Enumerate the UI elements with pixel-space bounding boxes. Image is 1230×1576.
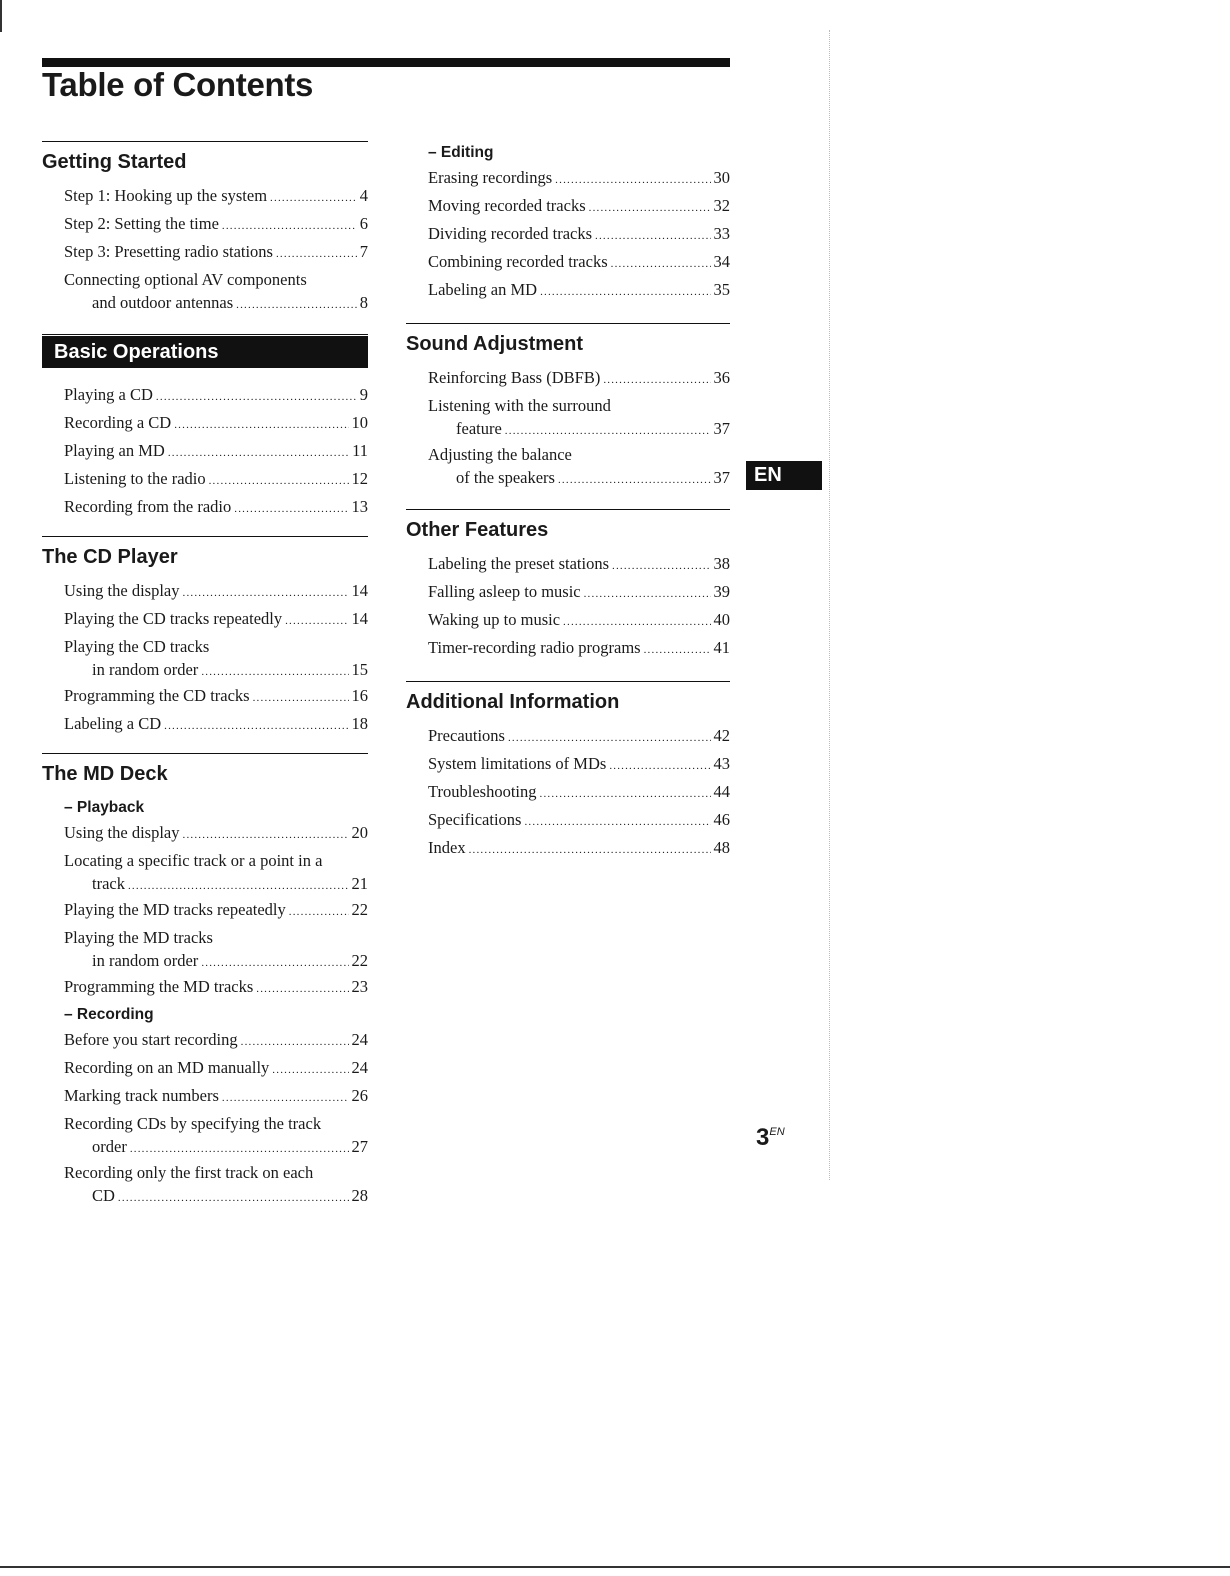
dot-leader (285, 609, 348, 634)
dot-leader (156, 385, 357, 410)
section-heading: Additional Information (406, 691, 620, 713)
toc-page-number: 46 (713, 810, 730, 829)
toc-section-the-cd-player (42, 536, 368, 739)
toc-entry[interactable] (64, 466, 368, 494)
dot-leader (563, 610, 710, 635)
dot-leader (609, 754, 710, 779)
toc-page-number: 23 (351, 977, 368, 996)
section-entries (406, 551, 730, 663)
toc-entry-label: Step 1: Hooking up the system (64, 186, 268, 205)
toc-section-getting-started (42, 141, 368, 316)
toc-entry-label-cont: order (92, 1137, 127, 1156)
section-entries (406, 140, 730, 305)
toc-section-additional-information (406, 681, 730, 863)
toc-entry-row (428, 579, 730, 607)
dot-leader (612, 554, 711, 579)
toc-entry-label: Connecting optional AV components (64, 270, 307, 289)
toc-entry-label: Recording on an MD manually (64, 1058, 270, 1077)
toc-entry-label: Programming the MD tracks (64, 977, 254, 996)
toc-entry-label-cont: track (92, 874, 125, 893)
section-heading: Other Features (406, 519, 549, 541)
subsection-heading: – Playback (64, 799, 145, 816)
dot-leader (118, 1187, 349, 1209)
toc-entry-label-cont: in random order (92, 951, 199, 970)
section-heading: Basic Operations (42, 336, 368, 368)
section-rule (406, 509, 730, 510)
toc-section-basic-operations (42, 334, 368, 522)
toc-entry-row (64, 1055, 368, 1083)
toc-entry-row (64, 292, 368, 316)
toc-entry[interactable] (428, 723, 730, 751)
toc-page-number: 22 (351, 900, 368, 919)
toc-entry-row (428, 221, 730, 249)
toc-page-number: 43 (713, 754, 730, 773)
toc-entry[interactable] (428, 835, 730, 863)
toc-entry[interactable] (428, 221, 730, 249)
toc-entry-row (64, 711, 368, 739)
dot-leader (222, 214, 357, 239)
section-rule (406, 681, 730, 682)
toc-entry-row (428, 551, 730, 579)
toc-entry[interactable] (64, 382, 368, 410)
toc-entry-label: Troubleshooting (428, 782, 537, 801)
toc-page-number: 6 (359, 214, 368, 233)
toc-entry-label: Step 3: Presetting radio stations (64, 242, 273, 261)
toc-entry-label: Erasing recordings (428, 168, 553, 187)
dot-leader (209, 469, 349, 494)
toc-entry-row (64, 382, 368, 410)
toc-page-number: 48 (713, 838, 730, 857)
toc-entry-row (64, 1027, 368, 1055)
section-entries (406, 723, 730, 863)
toc-entry-label: Listening to the radio (64, 469, 206, 488)
toc-page-number: 36 (713, 368, 730, 387)
dot-leader (234, 497, 348, 522)
toc-entry[interactable] (64, 267, 368, 316)
toc-page-number: 9 (359, 385, 368, 404)
dot-leader (128, 875, 349, 897)
toc-entry-row (64, 820, 368, 848)
toc-page-number: 10 (351, 413, 368, 432)
toc-entry-row (428, 607, 730, 635)
toc-entry-row (428, 467, 730, 491)
subsection-heading: – Editing (428, 144, 494, 161)
toc-entry[interactable] (64, 634, 368, 683)
toc-entry-row (428, 635, 730, 663)
toc-page-number: 37 (713, 468, 730, 487)
toc-entry-row (64, 1185, 368, 1209)
toc-entry-label: Playing the MD tracks (64, 928, 213, 947)
toc-entry[interactable] (64, 211, 368, 239)
toc-page-number: 22 (351, 951, 368, 970)
dot-leader (595, 224, 710, 249)
toc-entry-label: Timer-recording radio programs (428, 638, 641, 657)
toc-entry[interactable] (428, 607, 730, 635)
toc-entry[interactable] (428, 635, 730, 663)
toc-entry[interactable] (428, 807, 730, 835)
toc-entry-row (64, 683, 368, 711)
toc-page-number: 7 (359, 242, 368, 261)
toc-entry[interactable] (428, 442, 730, 491)
section-rule (406, 323, 730, 324)
toc-entry-label: Step 2: Setting the time (64, 214, 219, 233)
dot-leader (270, 186, 357, 211)
dot-leader (256, 977, 348, 1002)
dot-leader (584, 582, 711, 607)
toc-entry[interactable] (64, 820, 368, 848)
toc-entry-row (428, 723, 730, 751)
toc-page-number: 8 (359, 293, 368, 312)
toc-entry[interactable] (428, 365, 730, 393)
page-number-suffix: EN (769, 1126, 785, 1138)
toc-page-number: 18 (351, 714, 368, 733)
dot-leader (540, 280, 710, 305)
toc-page-number: 12 (351, 469, 368, 488)
dot-leader (644, 638, 711, 663)
toc-entry-label: Recording a CD (64, 413, 172, 432)
toc-entry-row (64, 1136, 368, 1160)
toc-entry[interactable] (64, 438, 368, 466)
toc-entry-row (64, 410, 368, 438)
dot-leader (289, 900, 349, 925)
toc-entry[interactable] (428, 751, 730, 779)
toc-entry-row (428, 418, 730, 442)
toc-entry-label: Moving recorded tracks (428, 196, 586, 215)
toc-entry-label-cont: and outdoor antennas (92, 293, 234, 312)
toc-page-number: 24 (351, 1030, 368, 1049)
toc-page-number: 16 (351, 686, 368, 705)
toc-entry[interactable] (428, 579, 730, 607)
toc-entry-label: Recording CDs by specifying the track (64, 1114, 322, 1133)
dot-leader (164, 714, 348, 739)
toc-entry-label: Recording from the radio (64, 497, 232, 516)
dot-leader (174, 413, 348, 438)
section-heading: The MD Deck (42, 763, 168, 785)
toc-page-number: 40 (713, 610, 730, 629)
dot-leader (253, 686, 349, 711)
toc-page-number: 34 (713, 252, 730, 271)
dot-leader (201, 952, 348, 974)
toc-entry-label: Marking track numbers (64, 1086, 219, 1105)
toc-entry-label: Locating a specific track or a point in a (64, 851, 323, 870)
dot-leader (183, 581, 349, 606)
toc-page-number: 44 (713, 782, 730, 801)
toc-entry[interactable] (64, 494, 368, 522)
dot-leader (272, 1058, 348, 1083)
toc-entry-row (64, 873, 368, 897)
dot-leader (558, 469, 711, 491)
dot-leader (469, 838, 711, 863)
toc-entry[interactable] (64, 183, 368, 211)
toc-entry-label: Precautions (428, 726, 505, 745)
toc-entry-label: Index (428, 838, 466, 857)
toc-entry-label: Labeling the preset stations (428, 554, 609, 573)
toc-entry-row (64, 659, 368, 683)
dot-leader (276, 242, 357, 267)
toc-page-number: 20 (351, 823, 368, 842)
toc-entry[interactable] (428, 165, 730, 193)
toc-entry[interactable] (428, 193, 730, 221)
toc-entry[interactable] (428, 551, 730, 579)
toc-left-column (42, 141, 368, 1223)
subsection-heading: – Recording (64, 1006, 154, 1023)
toc-page-number: 27 (351, 1137, 368, 1156)
toc-page-number: 38 (713, 554, 730, 573)
toc-page-number: 4 (359, 186, 368, 205)
toc-page-number: 15 (351, 660, 368, 679)
section-entries (42, 382, 368, 522)
language-tab: EN (746, 461, 822, 490)
dot-leader (540, 782, 711, 807)
toc-entry-row (428, 807, 730, 835)
toc-entry[interactable] (64, 606, 368, 634)
toc-section-sound-adjustment (406, 323, 730, 491)
toc-entry-label: Playing the MD tracks repeatedly (64, 900, 286, 919)
toc-page-number: 33 (713, 224, 730, 243)
toc-entry-row (428, 165, 730, 193)
toc-page-number: 30 (713, 168, 730, 187)
section-heading: The CD Player (42, 546, 178, 568)
section-rule (42, 141, 368, 142)
toc-entry[interactable] (64, 1083, 368, 1111)
dot-leader (183, 823, 349, 848)
section-entries (42, 183, 368, 316)
section-rule (42, 753, 368, 754)
toc-page-number: 13 (351, 497, 368, 516)
toc-entry-row (428, 249, 730, 277)
toc-entry[interactable] (64, 897, 368, 925)
toc-section-the-md-deck (42, 753, 368, 1209)
dot-leader (555, 168, 710, 193)
dot-leader (603, 368, 710, 393)
toc-entry-label-cont: feature (456, 419, 502, 438)
section-rule (42, 334, 368, 335)
toc-entry-label-cont: of the speakers (456, 468, 555, 487)
toc-entry[interactable] (64, 683, 368, 711)
toc-right-column (406, 141, 730, 877)
toc-entry-row (64, 438, 368, 466)
section-heading: Sound Adjustment (406, 333, 584, 355)
toc-entry-label: Playing an MD (64, 441, 165, 460)
toc-entry-row (64, 606, 368, 634)
toc-entry[interactable] (428, 779, 730, 807)
toc-entry-label: Using the display (64, 581, 180, 600)
toc-page-number: 14 (351, 609, 368, 628)
toc-entry[interactable] (428, 249, 730, 277)
toc-entry[interactable] (64, 925, 368, 974)
section-entries (406, 365, 730, 491)
dot-leader (222, 1086, 349, 1111)
toc-page-number: 32 (713, 196, 730, 215)
toc-entry-label: Recording only the first track on each (64, 1163, 314, 1182)
toc-page-number: 39 (713, 582, 730, 601)
page-number (756, 1124, 785, 1152)
toc-entry-row (428, 751, 730, 779)
toc-section-editing (406, 140, 730, 305)
toc-entry-row (428, 779, 730, 807)
section-rule (42, 536, 368, 537)
dot-leader (236, 294, 357, 316)
toc-page-number: 24 (351, 1058, 368, 1077)
toc-entry-row (64, 897, 368, 925)
toc-entry[interactable] (428, 393, 730, 442)
toc-entry-label: Playing the CD tracks repeatedly (64, 609, 283, 628)
toc-entry-label: System limitations of MDs (428, 754, 607, 773)
toc-entry[interactable] (64, 410, 368, 438)
toc-entry-label: Using the display (64, 823, 180, 842)
toc-entry-row (64, 239, 368, 267)
toc-entry[interactable] (64, 848, 368, 897)
toc-entry-row (64, 1083, 368, 1111)
toc-entry-label: Playing a CD (64, 385, 153, 404)
toc-entry[interactable] (64, 578, 368, 606)
page-edge-line (829, 30, 830, 1180)
toc-entry-label: Listening with the surround (428, 396, 611, 415)
toc-entry-row (64, 211, 368, 239)
toc-section-other-features (406, 509, 730, 663)
dot-leader (168, 441, 349, 466)
toc-entry-label-cont: CD (92, 1186, 115, 1205)
toc-entry[interactable] (64, 1111, 368, 1160)
dot-leader (611, 252, 711, 277)
toc-entry-label: Before you start recording (64, 1030, 238, 1049)
toc-entry[interactable] (428, 277, 730, 305)
toc-entry-label: Labeling an MD (428, 280, 538, 299)
toc-entry[interactable] (64, 711, 368, 739)
toc-entry-row (64, 950, 368, 974)
dot-leader (508, 726, 711, 751)
toc-entry-row (428, 277, 730, 305)
toc-entry[interactable] (64, 974, 368, 1002)
toc-entry-label-cont: in random order (92, 660, 199, 679)
toc-page-number: 14 (351, 581, 368, 600)
toc-entry-row (64, 578, 368, 606)
section-heading: Getting Started (42, 151, 187, 173)
toc-entry-label: Waking up to music (428, 610, 561, 629)
dot-leader (524, 810, 710, 835)
toc-page-number: 41 (713, 638, 730, 657)
page-number-value: 3 (756, 1124, 770, 1151)
toc-entry-row (64, 466, 368, 494)
dot-leader (201, 661, 348, 683)
toc-entry-label: Specifications (428, 810, 522, 829)
dot-leader (505, 420, 711, 442)
toc-page-number: 28 (351, 1186, 368, 1205)
toc-entry-label: Playing the CD tracks (64, 637, 210, 656)
toc-entry-label: Dividing recorded tracks (428, 224, 593, 243)
toc-page-number: 42 (713, 726, 730, 745)
toc-entry-label: Labeling a CD (64, 714, 162, 733)
toc-entry-row (428, 835, 730, 863)
toc-entry-label: Adjusting the balance (428, 445, 572, 464)
toc-entry[interactable] (64, 1160, 368, 1209)
toc-entry-row (428, 193, 730, 221)
dot-leader (130, 1138, 349, 1160)
toc-entry[interactable] (64, 1055, 368, 1083)
dot-leader (241, 1030, 349, 1055)
dot-leader (589, 196, 711, 221)
toc-entry-row (64, 494, 368, 522)
bottom-edge-rule (0, 1566, 1230, 1568)
section-entries (42, 578, 368, 739)
toc-page-number: 11 (352, 441, 368, 460)
scan-edge-mark (0, 0, 2, 32)
toc-entry-row (64, 183, 368, 211)
toc-entry[interactable] (64, 239, 368, 267)
toc-entry-row (428, 365, 730, 393)
toc-page-number: 35 (713, 280, 730, 299)
toc-entry-label: Falling asleep to music (428, 582, 581, 601)
section-entries (42, 795, 368, 1209)
toc-page-number: 37 (713, 419, 730, 438)
page-title: Table of Contents (42, 66, 314, 103)
toc-entry-row (64, 974, 368, 1002)
toc-entry[interactable] (64, 1027, 368, 1055)
toc-entry-label: Reinforcing Bass (DBFB) (428, 368, 601, 387)
toc-page-number: 26 (351, 1086, 368, 1105)
toc-page-number: 21 (351, 874, 368, 893)
toc-entry-label: Combining recorded tracks (428, 252, 608, 271)
toc-entry-label: Programming the CD tracks (64, 686, 250, 705)
